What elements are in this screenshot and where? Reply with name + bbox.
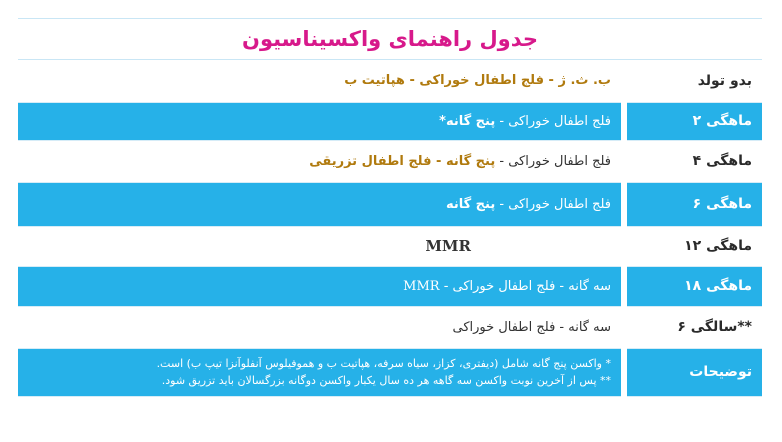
age-cell: بدو تولد bbox=[624, 60, 762, 102]
note-line-2: ** پس از آخرین نوبت واکسن سه گاهه هر ده سال یکبار واکسن دوگانه بزرگسالان باید تزریق شود. bbox=[161, 374, 611, 387]
note-line-1: * واکسن پنج گانه شامل (دیفتری، کزاز، سیاه سرفه، هپاتیت ب و هموفیلوس آنفلوآنزا تیپ ب) است. bbox=[156, 357, 611, 370]
vaccine-text: سه گانه - فلج اطفال خوراکی - bbox=[439, 278, 611, 294]
age-cell: ۲ ماهگی bbox=[624, 102, 762, 140]
notes-cell bbox=[18, 348, 624, 396]
notes-label: توضیحات bbox=[624, 348, 762, 396]
table-row bbox=[18, 182, 762, 226]
vaccine-cell bbox=[18, 140, 624, 182]
vaccine-cell bbox=[18, 266, 624, 306]
title-row bbox=[18, 18, 762, 60]
vaccine-text: ب. ث. ژ - فلج اطفال خوراکی - هپاتیت ب bbox=[344, 73, 611, 89]
table-row bbox=[18, 306, 762, 348]
vaccine-text-bold: پنج گانه - فلج اطفال تزریقی bbox=[309, 153, 496, 169]
table-row bbox=[18, 60, 762, 102]
table-row bbox=[18, 102, 762, 140]
age-cell: ۶ سالگی** bbox=[624, 306, 762, 348]
vaccine-text: سه گانه - فلج اطفال خوراکی bbox=[452, 319, 611, 335]
age-cell: ۱۲ ماهگی bbox=[624, 226, 762, 266]
vaccine-text: فلج اطفال خوراکی - bbox=[495, 153, 611, 169]
table-row bbox=[18, 266, 762, 306]
age-cell: ۱۸ ماهگی bbox=[624, 266, 762, 306]
vaccine-text-latin: MMR bbox=[403, 278, 440, 294]
vaccine-cell bbox=[18, 306, 624, 348]
vaccine-cell bbox=[18, 102, 624, 140]
vaccine-cell bbox=[18, 182, 624, 226]
vaccine-text: فلج اطفال خوراکی - bbox=[495, 113, 611, 129]
vaccination-table bbox=[18, 18, 762, 397]
vaccine-text: MMR bbox=[425, 237, 471, 255]
vaccine-cell bbox=[18, 226, 624, 266]
schedule-table bbox=[18, 60, 762, 397]
age-cell: ۶ ماهگی bbox=[624, 182, 762, 226]
table-row bbox=[18, 140, 762, 182]
age-cell: ۴ ماهگی bbox=[624, 140, 762, 182]
vaccine-text-bold: پنج گانه bbox=[445, 196, 496, 212]
notes-row bbox=[18, 348, 762, 396]
vaccine-cell bbox=[18, 60, 624, 102]
vaccine-text: فلج اطفال خوراکی - bbox=[495, 196, 611, 212]
page-title: جدول راهنمای واکسیناسیون bbox=[242, 27, 538, 51]
table-row bbox=[18, 226, 762, 266]
vaccine-text-bold: پنج گانه* bbox=[439, 113, 496, 129]
